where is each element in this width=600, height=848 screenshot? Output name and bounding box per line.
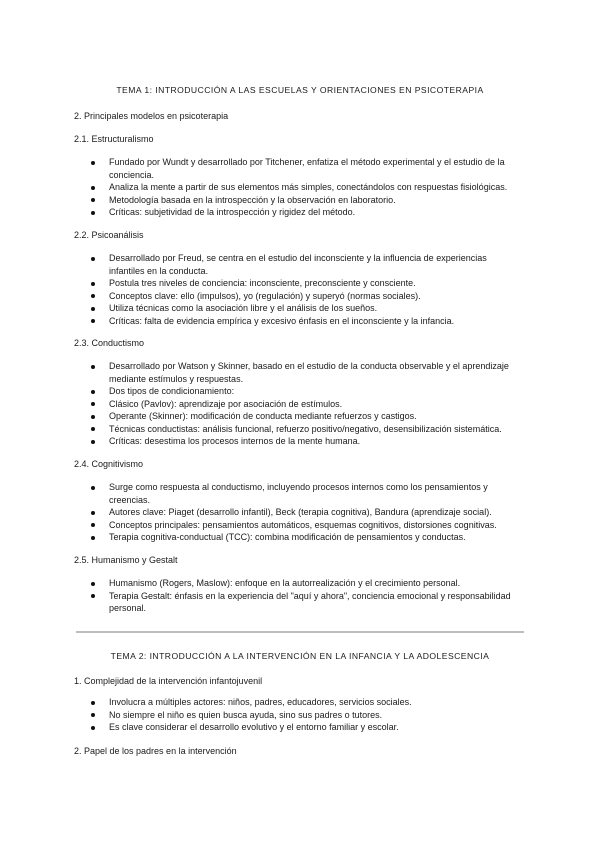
heading-papel-padres: 2. Papel de los padres en la intervención <box>74 746 237 756</box>
list-item: Terapia Gestalt: énfasis en la experiencia del "aquí y ahora", conciencia emocional y responsabilidad personal. <box>74 590 524 615</box>
list-item: Involucra a múltiples actores: niños, padres, educadores, servicios sociales. <box>74 696 524 709</box>
heading-cognitivismo: 2.4. Cognitivismo <box>74 459 144 469</box>
list-item: Surge como respuesta al conductismo, incluyendo procesos internos como los pensamientos y creencias. <box>74 481 524 506</box>
list-cognitivismo <box>74 481 524 544</box>
list-item: Fundado por Wundt y desarrollado por Titchener, enfatiza el método experimental y el estudio de la conciencia. <box>74 156 524 181</box>
section-divider <box>76 631 524 633</box>
list-item: Críticas: subjetividad de la introspección y rigidez del método. <box>74 206 524 219</box>
list-item: Humanismo (Rogers, Maslow): enfoque en la autorrealización y el crecimiento personal. <box>74 577 524 590</box>
list-item: Conceptos principales: pensamientos automáticos, esquemas cognitivos, distorsiones cognitivas. <box>74 519 524 532</box>
heading-psicoanalisis: 2.2. Psicoanálisis <box>74 230 144 240</box>
list-item: Metodología basada en la introspección y la observación en laboratorio. <box>74 194 524 207</box>
list-item: Utiliza técnicas como la asociación libre y el análisis de los sueños. <box>74 302 524 315</box>
list-item: Conceptos clave: ello (impulsos), yo (regulación) y superyó (normas sociales). <box>74 290 524 303</box>
list-estructuralismo <box>74 156 524 219</box>
list-item: Críticas: desestima los procesos internos de la mente humana. <box>74 435 524 448</box>
list-item: Clásico (Pavlov): aprendizaje por asociación de estímulos. <box>74 398 524 411</box>
list-item: Autores clave: Piaget (desarrollo infantil), Beck (terapia cognitiva), Bandura (aprendizaje social). <box>74 506 524 519</box>
list-item: Dos tipos de condicionamiento: <box>74 385 524 398</box>
list-item: No siempre el niño es quien busca ayuda, sino sus padres o tutores. <box>74 709 524 722</box>
list-psicoanalisis <box>74 252 524 327</box>
section-heading-modelos: 2. Principales modelos en psicoterapia <box>74 111 229 121</box>
list-item: Postula tres niveles de conciencia: inconsciente, preconsciente y consciente. <box>74 277 524 290</box>
list-complejidad <box>74 696 524 734</box>
list-item: Analiza la mente a partir de sus elementos más simples, conectándolos con respuestas fisiológicas. <box>74 181 524 194</box>
tema2-title: TEMA 2: INTRODUCCIÓN A LA INTERVENCIÓN EN LA INFANCIA Y LA ADOLESCENCIA <box>110 651 490 661</box>
list-item: Terapia cognitiva-conductual (TCC): combina modificación de pensamientos y conductas. <box>74 531 524 544</box>
list-item: Operante (Skinner): modificación de conducta mediante refuerzos y castigos. <box>74 410 524 423</box>
heading-complejidad: 1. Complejidad de la intervención infantojuvenil <box>74 676 263 686</box>
heading-estructuralismo: 2.1. Estructuralismo <box>74 134 154 144</box>
list-humanismo-gestalt <box>74 577 524 615</box>
heading-humanismo-gestalt: 2.5. Humanismo y Gestalt <box>74 555 178 565</box>
list-conductismo <box>74 360 524 448</box>
tema1-title: TEMA 1: INTRODUCCIÓN A LAS ESCUELAS Y ORIENTACIONES EN PSICOTERAPIA <box>116 85 484 95</box>
list-item: Desarrollado por Freud, se centra en el estudio del inconsciente y la influencia de experiencias infantiles en la conducta. <box>74 252 524 277</box>
list-item: Críticas: falta de evidencia empírica y excesivo énfasis en el inconsciente y la infancia. <box>74 315 524 328</box>
list-item: Es clave considerar el desarrollo evolutivo y el entorno familiar y escolar. <box>74 721 524 734</box>
list-item: Técnicas conductistas: análisis funcional, refuerzo positivo/negativo, desensibilización sistemática. <box>74 423 524 436</box>
heading-conductismo: 2.3. Conductismo <box>74 338 145 348</box>
list-item: Desarrollado por Watson y Skinner, basado en el estudio de la conducta observable y el aprendizaje mediante estímulos y respuestas. <box>74 360 524 385</box>
